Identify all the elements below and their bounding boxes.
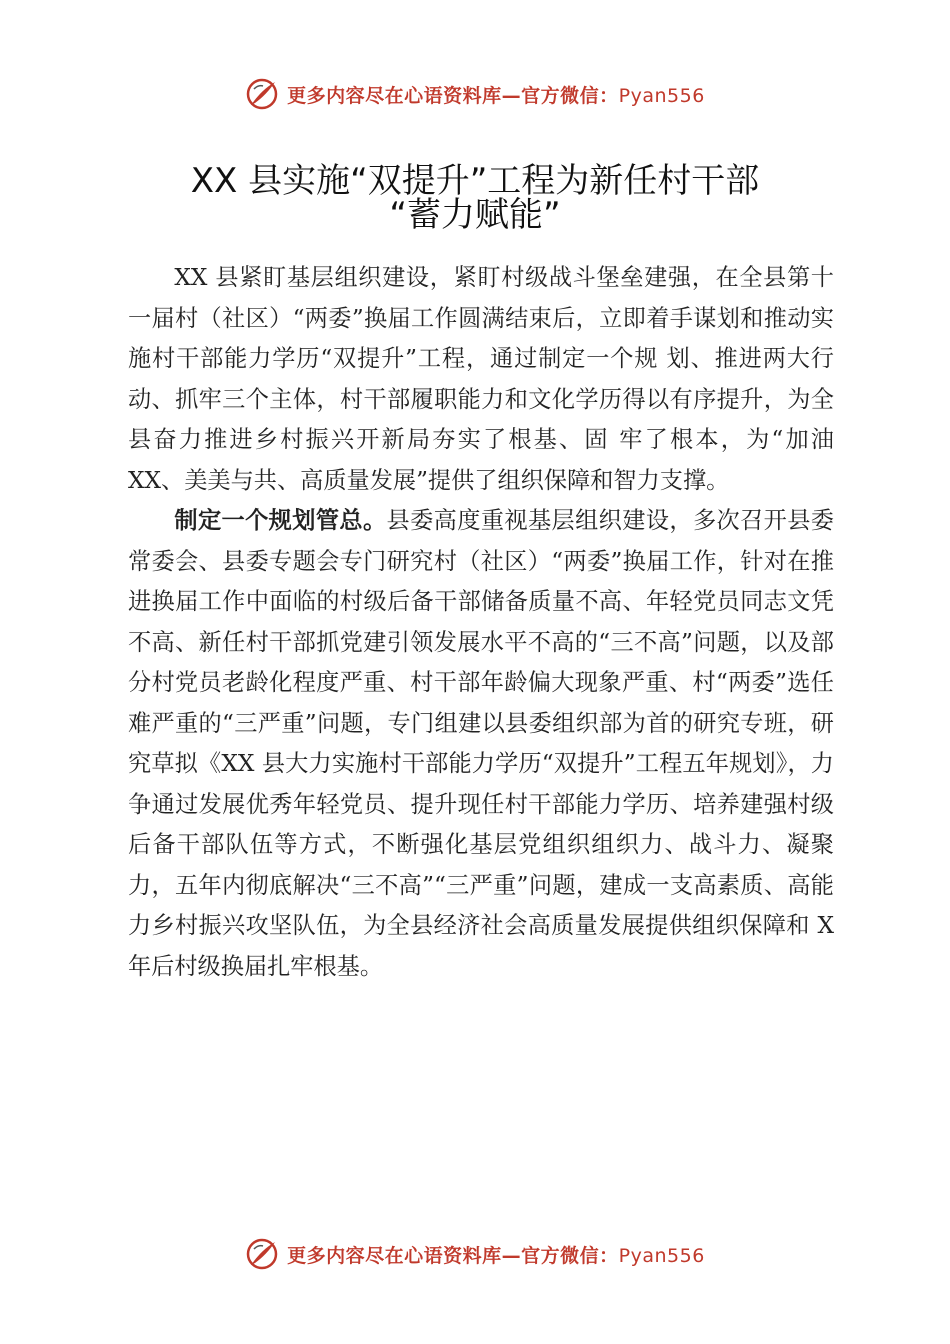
paragraph-text: 县委高度重视基层组织建设，多次召开县委常委会、县委专题会专门研究村（社区）“两委”换届工作，针对在推进换届工作中面临的村级后备干部储备质量不高、年轻党员同志文凭不高、新任村干部抓党建引领发展水平不高的“三不高”问题，以及部分村党员老龄化程度严重、村干部年龄偏大现象严重、村“两委”选任难严重的“三严重”问题，专门组建以县委组织部为首的研究专班，研究草拟《XX 县大力实施村干部能力学历“双提升”工程五年规划》，力争通过发展优秀年轻党员、提升现任村干部能力学历、培养建强村级后备干部队伍等方式，不断强化基层党组织组织力、战斗力、凝聚力，五年内彻底解决“三不高”“三严重”问题，建成一支高素质、高能力乡村振兴攻坚队伍，为全县经济社会高质量发展提供组织保障和 X 年后村级换届扎牢根基。 bbox=[128, 507, 834, 980]
document-title-line-1: XX 县实施“双提升”工程为新任村干部 bbox=[190, 161, 760, 201]
paragraph-lead-heading: 制定一个规划管总。 bbox=[174, 507, 387, 534]
paragraph-text: XX 县紧盯基层组织建设，紧盯村级战斗堡垒建强，在全县第十一届村（社区）“两委”换届工作圆满结束后，立即着手谋划和推动实施村干部能力学历“双提升”工程，通过制定一个规 划、推进两大行动、抓牢三个主体，村干部履职能力和文化学历得以有序提升，为全县奋力推进乡村振兴开新局夯实了根基、固 牢了根本，为“加油 XX、美美与共、高质量发展”提供了组织保障和智力支撑。 bbox=[128, 264, 834, 494]
paragraph-planning bbox=[128, 501, 834, 987]
paragraph-intro bbox=[128, 258, 834, 501]
header-watermark bbox=[0, 74, 950, 114]
document-body bbox=[128, 258, 834, 987]
document-title-line-2: “蓄力赋能” bbox=[389, 195, 561, 235]
watermark-wechat-id: Pyan556 bbox=[618, 84, 705, 107]
footer-watermark bbox=[0, 1234, 950, 1274]
watermark-wechat-id: Pyan556 bbox=[618, 1244, 705, 1267]
quill-leaf-logo-icon bbox=[245, 1237, 279, 1271]
quill-leaf-logo-icon bbox=[245, 77, 279, 111]
watermark-text: 更多内容尽在心语资料库—官方微信：Pyan556 bbox=[287, 1244, 705, 1267]
watermark-text: 更多内容尽在心语资料库—官方微信：Pyan556 bbox=[287, 84, 705, 107]
